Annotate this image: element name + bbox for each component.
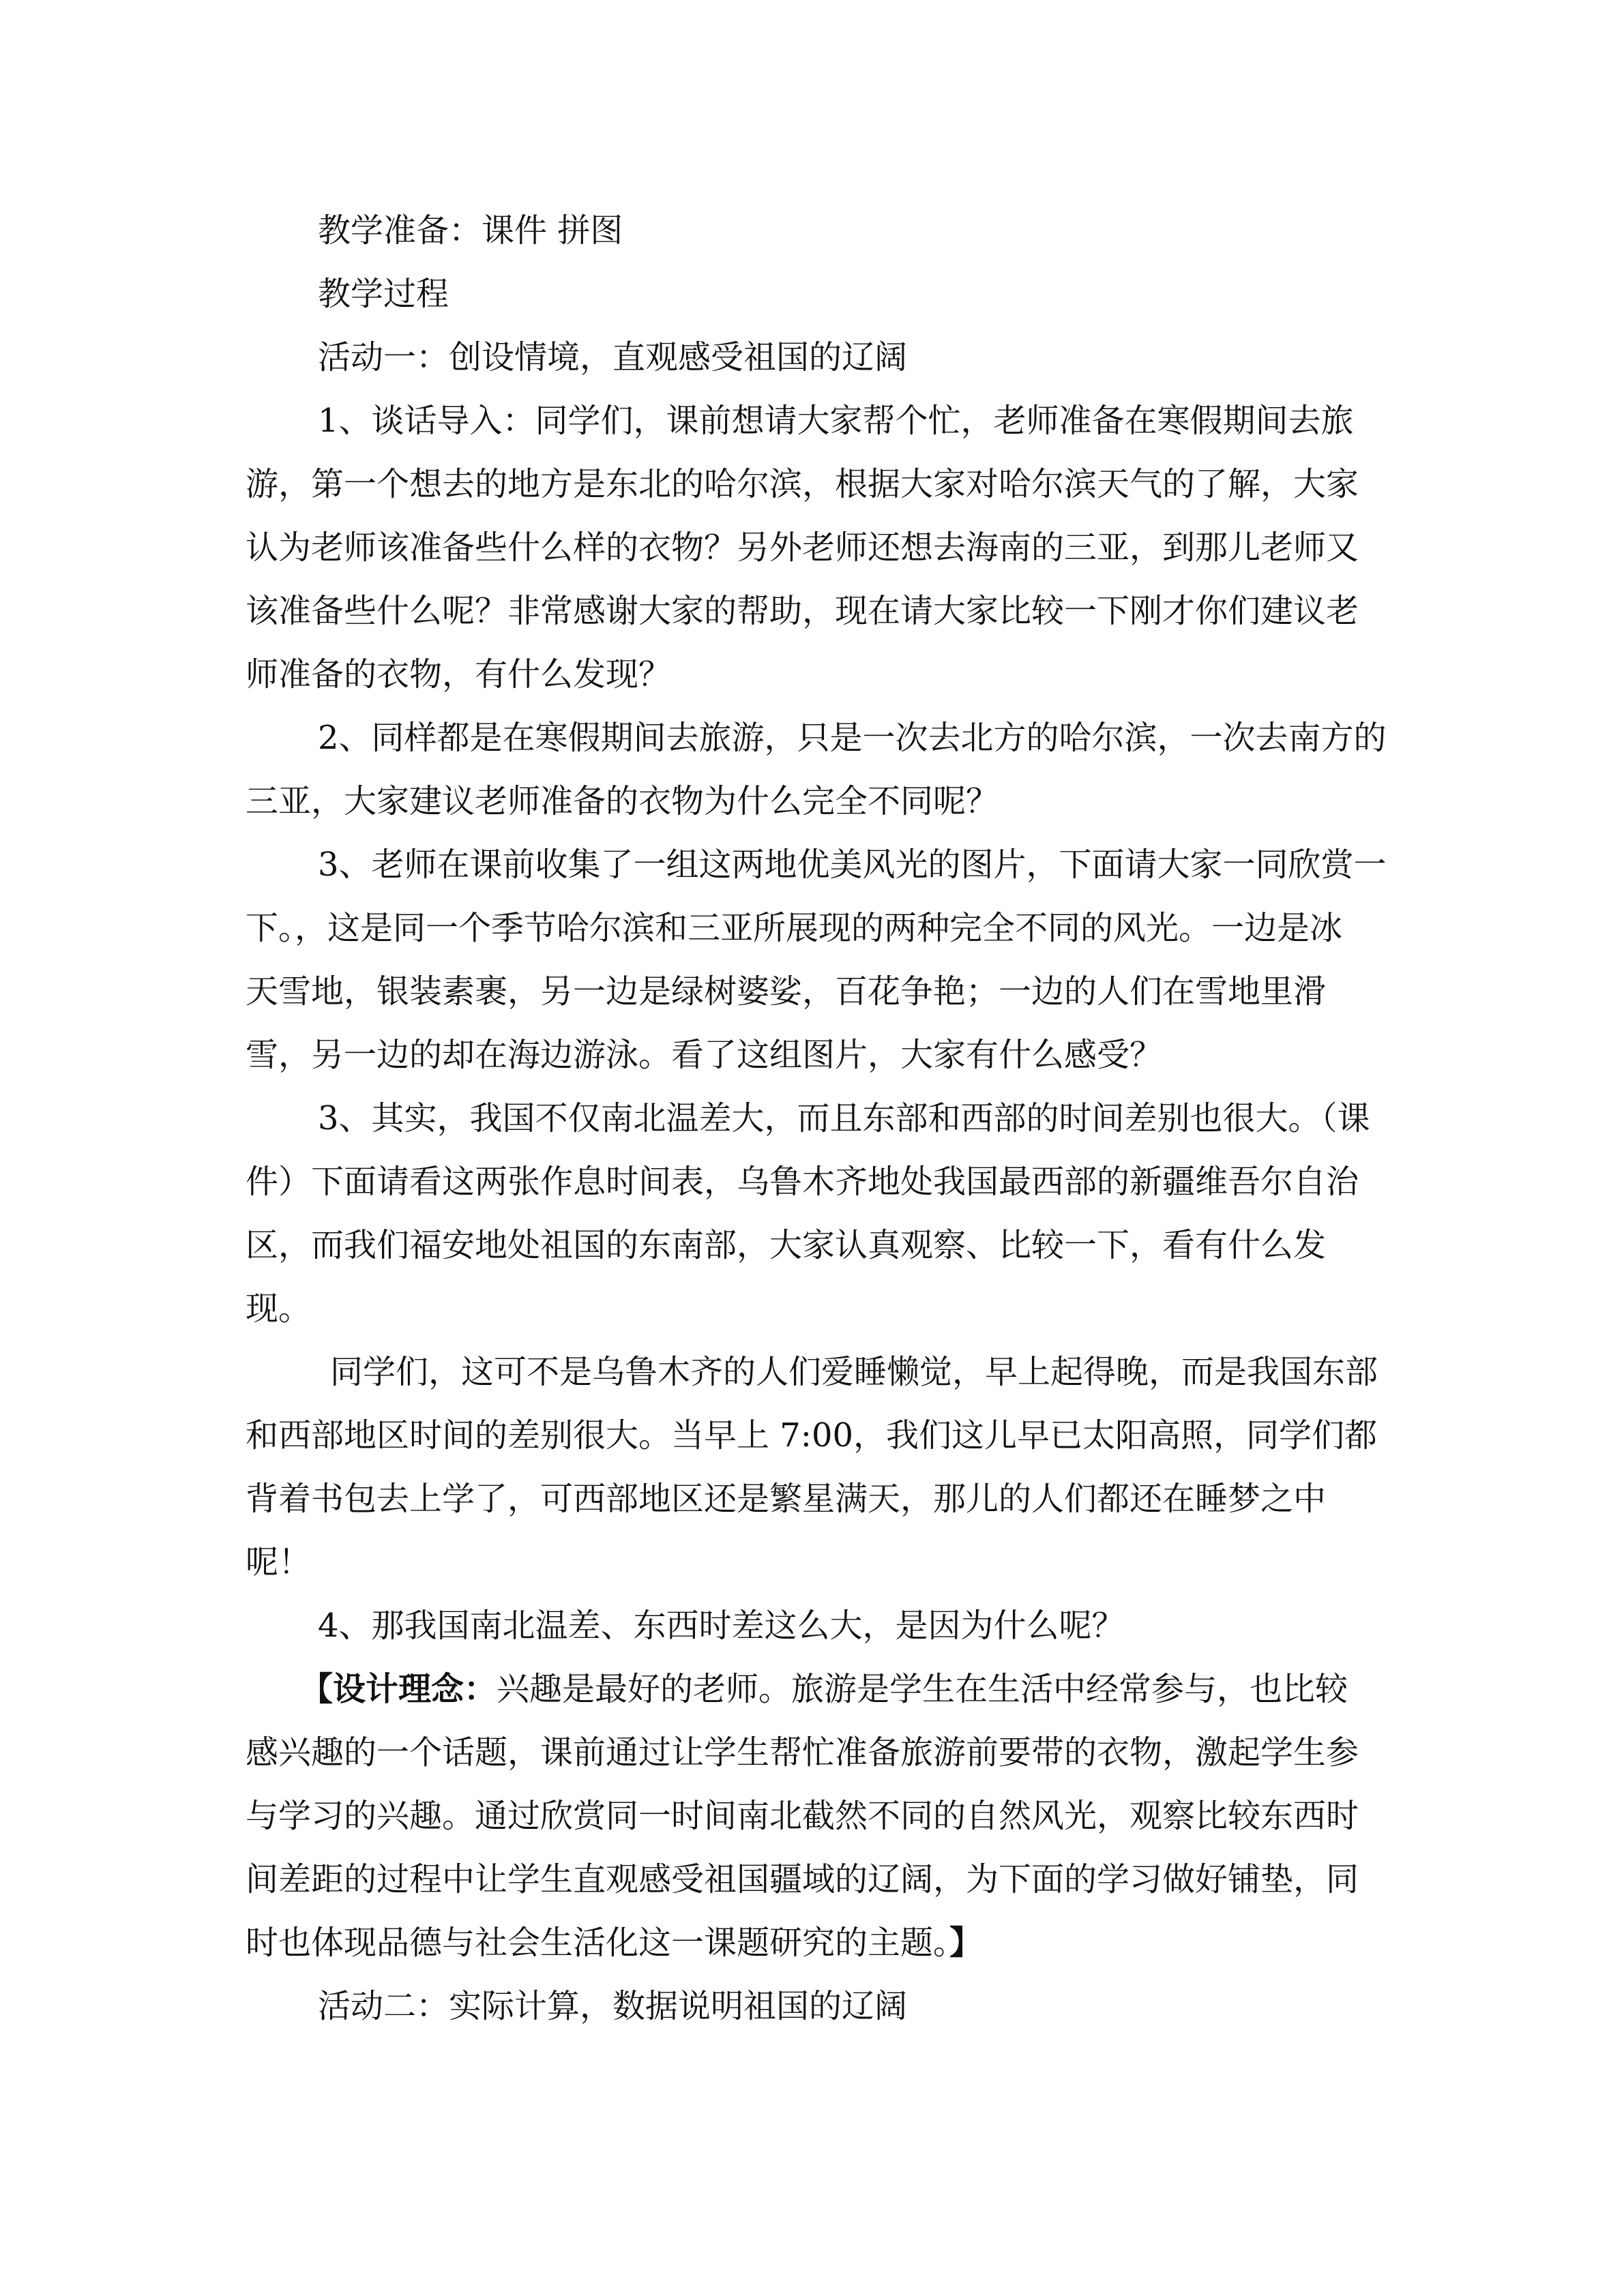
activity-one-heading: 活动一：创设情境，直观感受祖国的辽阔 xyxy=(318,338,908,376)
process-heading: 教学过程 xyxy=(318,275,449,313)
design-concept-label: 【设计理念： xyxy=(300,1670,497,1708)
paragraph-1-line-5: 师准备的衣物，有什么发现？ xyxy=(246,655,672,694)
paragraph-4-line-4: 现。 xyxy=(246,1289,312,1328)
paragraph-4-line-3: 区，而我们福安地处祖国的东南部，大家认真观察、比较一下，看有什么发 xyxy=(246,1226,1327,1264)
design-concept-text-1: 兴趣是最好的老师。旅游是学生在生活中经常参与，也比较 xyxy=(497,1670,1348,1708)
paragraph-1-line-4: 该准备些什么呢？非常感谢大家的帮助，现在请大家比较一下刚才你们建议老 xyxy=(246,592,1359,630)
paragraph-3-line-1: 3、老师在课前收集了一组这两地优美风光的图片，下面请大家一同欣赏一 xyxy=(318,846,1387,884)
paragraph-5-line-2: 和西部地区时间的差别很大。当早上 7:00，我们这儿早已太阳高照，同学们都 xyxy=(246,1416,1378,1455)
paragraph-3-line-2: 下。，这是同一个季节哈尔滨和三亚所展现的两种完全不同的风光。一边是冰 xyxy=(246,909,1343,947)
paragraph-2-line-1: 2、同样都是在寒假期间去旅游，只是一次去北方的哈尔滨，一次去南方的 xyxy=(318,719,1387,757)
paragraph-1-line-1: 1、谈话导入：同学们，课前想请大家帮个忙，老师准备在寒假期间去旅 xyxy=(318,402,1354,440)
design-concept-line-4: 间差距的过程中让学生直观感受祖国疆域的辽阔，为下面的学习做好铺垫，同 xyxy=(246,1860,1359,1898)
prep-line: 教学准备：课件 拼图 xyxy=(318,211,623,250)
paragraph-2-line-2: 三亚，大家建议老师准备的衣物为什么完全不同呢？ xyxy=(246,782,999,820)
paragraph-5-line-4: 呢！ xyxy=(246,1543,312,1581)
design-concept-text-5: 时也体现品德与社会生活化这一课题研究的主题。 xyxy=(246,1924,950,1962)
paragraph-5-line-3: 背着书包去上学了，可西部地区还是繁星满天，那儿的人们都还在睡梦之中 xyxy=(246,1480,1327,1518)
paragraph-3-line-3: 天雪地，银装素裹，另一边是绿树婆娑，百花争艳；一边的人们在雪地里滑 xyxy=(246,972,1327,1011)
design-concept-line-1 xyxy=(300,1669,1348,1710)
design-concept-line-3: 与学习的兴趣。通过欣赏同一时间南北截然不同的自然风光，观察比较东西时 xyxy=(246,1797,1359,1835)
paragraph-6-line-1: 4、那我国南北温差、东西时差这么大，是因为什么呢？ xyxy=(318,1607,1125,1645)
design-concept-line-2: 感兴趣的一个话题，课前通过让学生帮忙准备旅游前要带的衣物，激起学生参 xyxy=(246,1733,1359,1772)
paragraph-1-line-2: 游，第一个想去的地方是东北的哈尔滨，根据大家对哈尔滨天气的了解，大家 xyxy=(246,465,1359,503)
paragraph-5-line-1: 同学们，这可不是乌鲁木齐的人们爱睡懒觉，早上起得晚，而是我国东部 xyxy=(330,1353,1378,1391)
paragraph-3-line-4: 雪，另一边的却在海边游泳。看了这组图片，大家有什么感受？ xyxy=(246,1036,1163,1074)
design-concept-close: 】 xyxy=(949,1924,983,1962)
activity-two-heading: 活动二：实际计算，数据说明祖国的辽阔 xyxy=(318,1987,908,2025)
paragraph-4-line-1: 3、其实，我国不仅南北温差大，而且东部和西部的时间差别也很大。（课 xyxy=(318,1099,1370,1137)
design-concept-line-5 xyxy=(246,1922,982,1963)
paragraph-4-line-2: 件）下面请看这两张作息时间表，乌鲁木齐地处我国最西部的新疆维吾尔自治 xyxy=(246,1163,1359,1201)
paragraph-1-line-3: 认为老师该准备些什么样的衣物？另外老师还想去海南的三亚，到那儿老师又 xyxy=(246,528,1359,567)
